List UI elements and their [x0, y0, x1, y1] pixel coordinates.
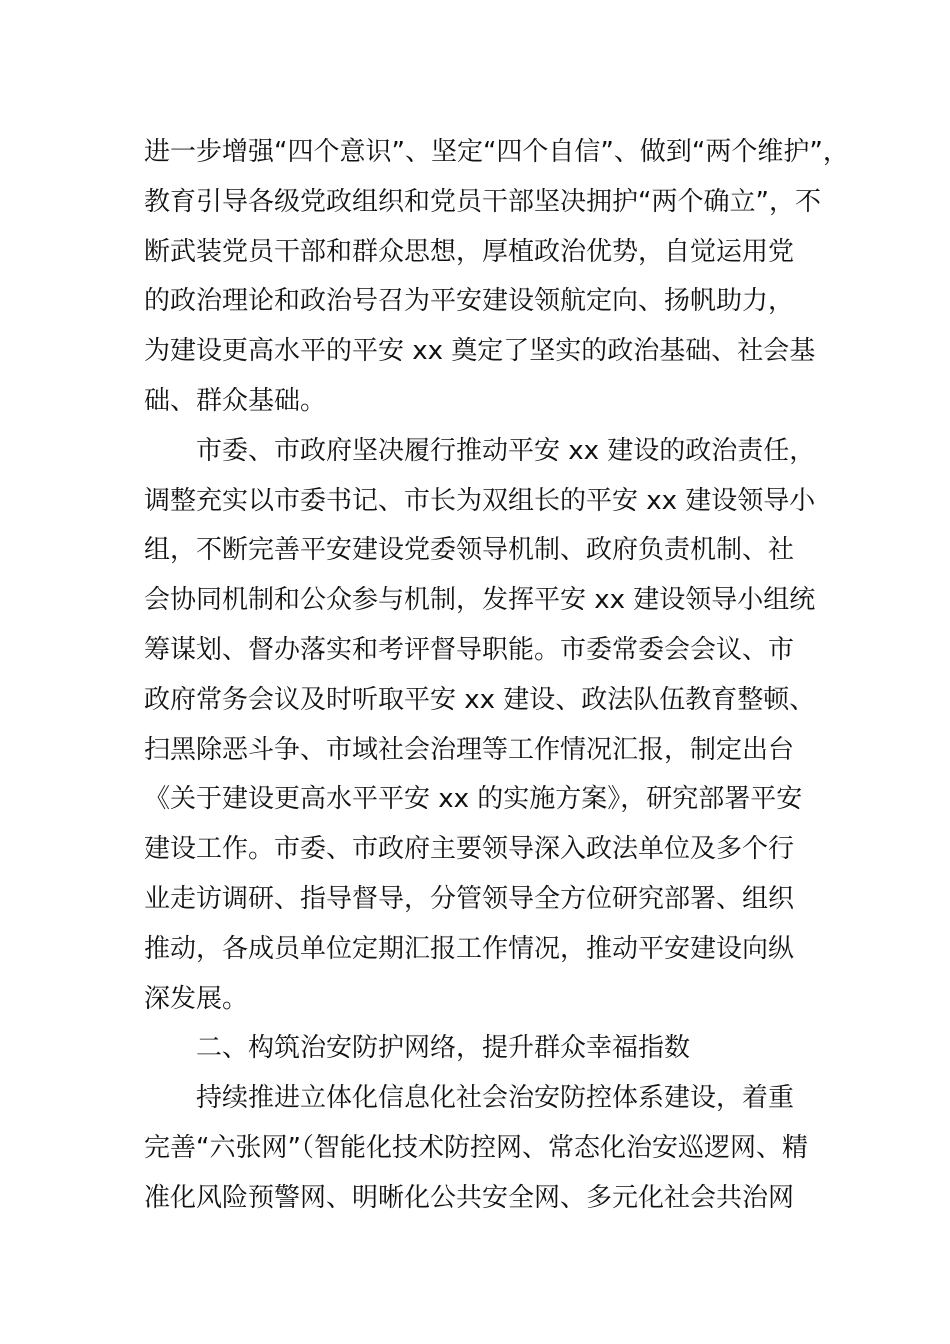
text-line: 推动，各成员单位定期汇报工作情况，推动平安建设向纵 — [144, 933, 795, 964]
text-line: 建设工作。市委、市政府主要领导深入政法单位及多个行 — [144, 834, 795, 865]
paragraph-first-line: 市委、市政府坚决履行推动平安 xx 建设的政治责任， — [196, 435, 816, 466]
text-line: 完善“六张网”（智能化技术防控网、常态化治安巡逻网、精 — [144, 1132, 808, 1163]
paragraph-first-line: 持续推进立体化信息化社会治安防控体系建设，着重 — [196, 1083, 795, 1114]
text-line: 《关于建设更高水平平安 xx 的实施方案》，研究部署平安 — [144, 784, 803, 815]
text-line: 的政治理论和政治号召为平安建设领航定向、扬帆助力， — [144, 286, 795, 317]
text-line: 断武装党员干部和群众思想，厚植政治优势，自觉运用党 — [144, 236, 795, 267]
text-line: 扫黑除恶斗争、市域社会治理等工作情况汇报，制定出台 — [144, 734, 795, 765]
text-line: 进一步增强“四个意识”、坚定“四个自信”、做到“两个维护”， — [144, 137, 849, 167]
text-line: 深发展。 — [144, 983, 249, 1014]
text-line: 政府常务会议及时听取平安 xx 建设、政法队伍教育整顿、 — [144, 684, 816, 715]
text-line: 准化风险预警网、明晰化公共安全网、多元化社会共治网 — [144, 1182, 795, 1213]
text-line: 教育引导各级党政组织和党员干部坚决拥护“两个确立”，不 — [144, 186, 821, 217]
text-line: 筹谋划、督办落实和考评督导职能。市委常委会会议、市 — [144, 634, 795, 665]
section-heading: 二、构筑治安防护网络，提升群众幸福指数 — [196, 1033, 691, 1064]
text-line: 础、群众基础。 — [144, 385, 327, 416]
text-line: 组，不断完善平安建设党委领导机制、政府负责机制、社 — [144, 535, 795, 566]
text-line: 调整充实以市委书记、市长为双组长的平安 xx 建设领导小 — [144, 485, 816, 516]
text-line: 会协同机制和公众参与机制，发挥平安 xx 建设领导小组统 — [144, 585, 816, 616]
text-line: 业走访调研、指导督导，分管领导全方位研究部署、组织 — [144, 883, 795, 914]
text-line: 为建设更高水平的平安 xx 奠定了坚实的政治基础、社会基 — [144, 336, 816, 367]
body-text — [144, 128, 849, 1224]
